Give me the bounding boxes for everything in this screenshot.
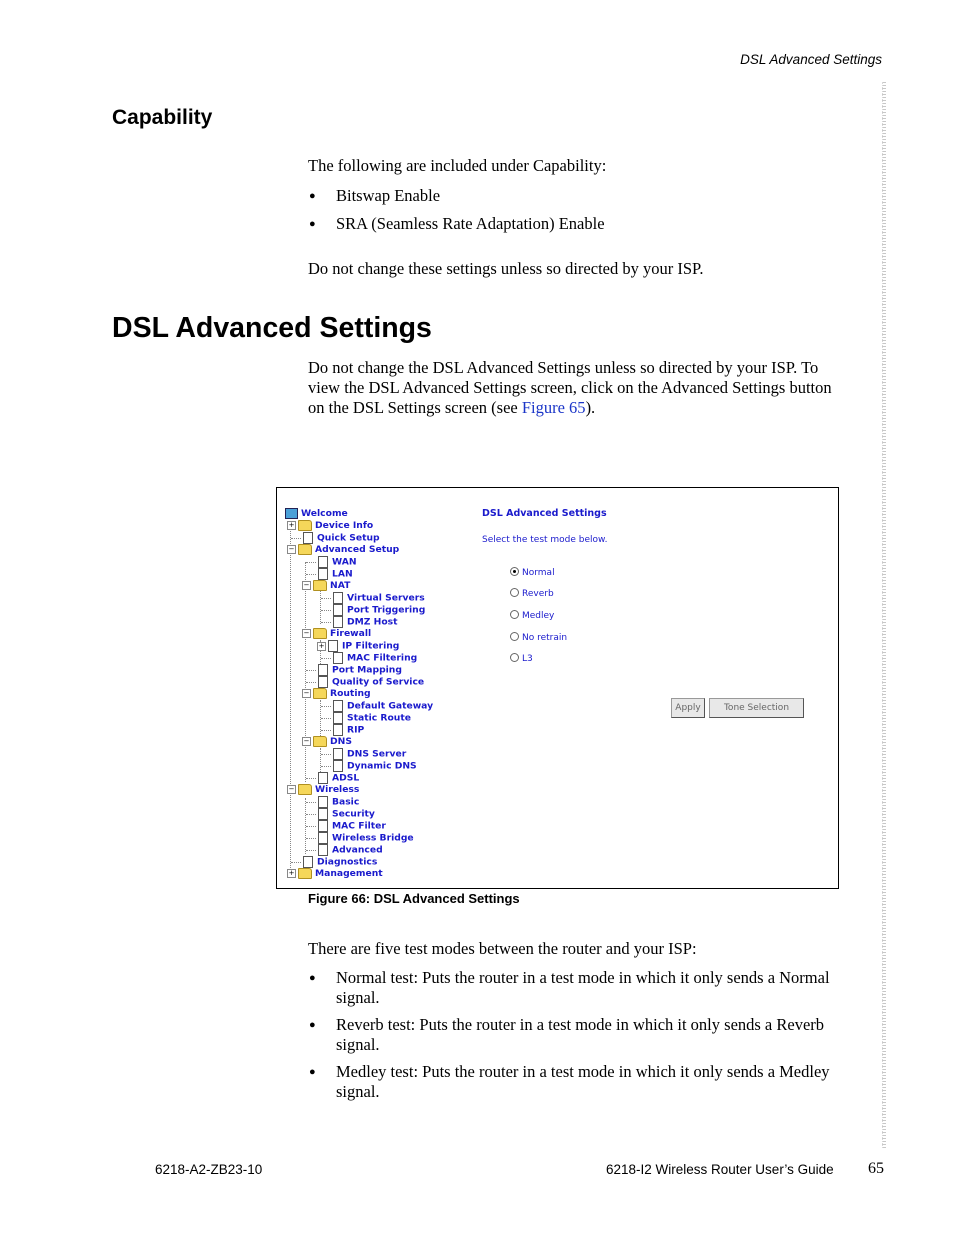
tree-item-label: Default Gateway <box>347 700 434 712</box>
tree-connector <box>321 610 331 611</box>
tree-item-dynamic-dns[interactable] <box>321 760 417 772</box>
capability-heading: Capability <box>112 106 213 129</box>
tree-item-port-mapping[interactable] <box>306 664 402 676</box>
tone-selection-button[interactable]: Tone Selection <box>709 698 804 718</box>
tree-item-mac-filtering[interactable] <box>321 652 417 664</box>
tree-connector <box>306 562 316 563</box>
folder-open-icon <box>313 628 327 639</box>
expand-plus-icon[interactable]: + <box>288 521 295 529</box>
radio-label: Medley <box>522 611 555 621</box>
radio-label: Reverb <box>522 589 554 599</box>
navigation-tree <box>277 488 477 888</box>
tree-item-label: Port Mapping <box>332 664 402 676</box>
tree-connector <box>306 670 316 671</box>
tree-item-dns-server[interactable] <box>321 748 406 760</box>
tree-item-basic[interactable] <box>306 796 359 808</box>
test-mode-bullet: Reverb test: Puts the router in a test mode in which it only sends a Reverb signal. <box>336 1015 825 1054</box>
tree-connector <box>306 778 316 779</box>
tree-item-label: WAN <box>332 556 357 568</box>
tree-item-static-route[interactable] <box>321 712 411 724</box>
tree-item-device-info[interactable] <box>287 520 373 532</box>
page-icon <box>318 772 328 784</box>
tree-connector <box>306 850 316 851</box>
collapse-minus-icon[interactable]: − <box>288 545 295 553</box>
tree-connector <box>306 682 316 683</box>
tree-item-label: Security <box>332 808 375 820</box>
test-mode-bullet: Medley test: Puts the router in a test mode in which it only sends a Medley signal. <box>336 1062 830 1101</box>
page-icon <box>318 808 328 820</box>
tree-item-label: Port Triggering <box>347 604 426 616</box>
folder-open-icon <box>313 580 327 591</box>
capability-bullet: Bitswap Enable <box>336 186 441 205</box>
tree-item-label: DMZ Host <box>347 616 398 628</box>
tree-item-label: Static Route <box>347 712 411 724</box>
tree-item-firewall[interactable] <box>302 628 371 640</box>
tree-item-label: MAC Filter <box>332 820 386 832</box>
tree-item-label: Routing <box>330 688 371 699</box>
test-mode-bullet: Normal test: Puts the router in a test mode in which it only sends a Normal signal. <box>336 968 830 1007</box>
figure-65-link[interactable]: Figure 65 <box>521 398 586 417</box>
folder-open-icon <box>313 688 327 699</box>
tree-item-label: Wireless Bridge <box>332 832 414 844</box>
tree-item-label: Management <box>315 868 383 879</box>
paragraph-text: Do not change the DSL Advanced Settings unless so directed by your ISP. To view the DSL Advanced Settings screen, click on the Advanced Settings button on the DSL Settings screen (see <box>308 358 832 417</box>
page-icon <box>318 556 328 568</box>
tree-connector <box>306 802 316 803</box>
tree-connector <box>321 622 331 623</box>
running-header: DSL Advanced Settings <box>740 52 882 67</box>
tree-connector <box>321 706 331 707</box>
page-icon <box>318 832 328 844</box>
dsl-advanced-settings-screenshot <box>276 487 839 889</box>
tree-item-routing[interactable] <box>302 688 371 700</box>
capability-bullet: SRA (Seamless Rate Adaptation) Enable <box>336 214 605 233</box>
tree-connector <box>291 538 301 539</box>
apply-button[interactable]: Apply <box>671 698 705 718</box>
tree-item-quality-of-service[interactable] <box>306 676 424 688</box>
tree-item-quick-setup[interactable] <box>291 532 380 544</box>
tree-item-label: Firewall <box>330 628 372 639</box>
tree-item-dns[interactable] <box>302 736 352 748</box>
tree-item-label: MAC Filtering <box>347 652 418 664</box>
page-number: 65 <box>868 1160 884 1177</box>
collapse-minus-icon[interactable]: − <box>303 737 310 745</box>
paragraph-text-end: ). <box>585 398 596 417</box>
tree-connector <box>306 838 316 839</box>
radio-label: Normal <box>522 568 555 578</box>
folder-icon <box>298 520 312 531</box>
capability-intro: The following are included under Capability: <box>308 156 607 175</box>
test-modes-intro: There are five test modes between the router and your ISP: <box>308 939 697 958</box>
tree-guide-line <box>290 526 291 876</box>
folder-open-icon <box>298 544 312 555</box>
tree-item-rip[interactable] <box>321 724 364 736</box>
radio-no-retrain[interactable] <box>510 632 567 644</box>
page-icon <box>318 676 328 688</box>
margin-dotted-rule <box>882 82 886 1148</box>
tree-item-adsl[interactable] <box>306 772 359 784</box>
figure-caption: Figure 66: DSL Advanced Settings <box>308 891 520 906</box>
tree-item-label: Basic <box>332 796 360 808</box>
panel-subtitle: Select the test mode below. <box>482 535 608 545</box>
collapse-minus-icon[interactable]: − <box>303 629 310 637</box>
collapse-minus-icon[interactable]: − <box>288 785 295 793</box>
radio-selected-icon[interactable] <box>510 567 519 576</box>
tree-item-wireless-bridge[interactable] <box>306 832 414 844</box>
tree-item-security[interactable] <box>306 808 375 820</box>
tree-item-advanced[interactable] <box>306 844 383 856</box>
radio-medley[interactable] <box>510 610 554 622</box>
tree-item-label: DNS <box>330 736 352 747</box>
capability-note: Do not change these settings unless so directed by your ISP. <box>308 259 704 278</box>
page-icon <box>303 856 313 868</box>
panel-title: DSL Advanced Settings <box>482 508 607 519</box>
page-icon <box>333 748 343 760</box>
page-icon <box>333 712 343 724</box>
tree-item-diagnostics[interactable] <box>291 856 377 868</box>
tree-item-wan[interactable] <box>306 556 357 568</box>
tree-item-virtual-servers[interactable] <box>321 592 425 604</box>
dsl-advanced-paragraph <box>308 358 848 418</box>
page-icon <box>328 640 338 652</box>
tree-connector <box>306 826 316 827</box>
tree-connector <box>321 754 331 755</box>
tree-item-welcome[interactable] <box>285 508 348 520</box>
tree-item-label: DNS Server <box>347 748 407 760</box>
radio-label: L3 <box>522 654 533 664</box>
bullet-icon: ● <box>309 218 316 230</box>
page-icon <box>303 532 313 544</box>
collapse-minus-icon[interactable]: − <box>303 689 310 697</box>
expand-plus-icon[interactable]: + <box>318 641 325 650</box>
bullet-icon: ● <box>309 190 316 202</box>
tree-item-label: Virtual Servers <box>347 592 425 604</box>
radio-l3[interactable] <box>510 653 533 665</box>
page-icon <box>333 724 343 736</box>
tree-item-label: RIP <box>347 724 365 736</box>
tree-item-mac-filter[interactable] <box>306 820 386 832</box>
tree-item-port-triggering[interactable] <box>321 604 425 616</box>
tree-item-label: NAT <box>330 580 351 591</box>
page-icon <box>333 652 343 664</box>
collapse-minus-icon[interactable]: − <box>303 581 310 589</box>
monitor-icon <box>285 508 298 519</box>
page-icon <box>318 820 328 832</box>
folder-icon <box>298 868 312 879</box>
tree-item-label: LAN <box>332 568 353 580</box>
radio-icon[interactable] <box>510 632 519 641</box>
bullet-icon: ● <box>309 972 316 984</box>
tree-connector <box>306 574 316 575</box>
tree-connector <box>321 658 331 659</box>
tree-item-label: Device Info <box>315 520 374 531</box>
bullet-icon: ● <box>309 1019 316 1031</box>
footer-doc-number: 6218-A2-ZB23-10 <box>155 1162 263 1177</box>
tree-item-label: Dynamic DNS <box>347 760 417 772</box>
radio-icon[interactable] <box>510 653 519 662</box>
tree-item-nat[interactable] <box>302 580 350 592</box>
tree-item-ip-filtering[interactable] <box>317 640 399 652</box>
folder-open-icon <box>298 784 312 795</box>
tree-item-label: Advanced Setup <box>315 544 400 555</box>
tree-connector <box>306 814 316 815</box>
tree-connector <box>321 718 331 719</box>
tree-connector <box>321 766 331 767</box>
page-icon <box>318 568 328 580</box>
page-icon <box>333 592 343 604</box>
tree-connector <box>321 730 331 731</box>
page-icon <box>333 616 343 628</box>
radio-reverb[interactable] <box>510 588 554 600</box>
page-icon <box>333 760 343 772</box>
page-icon <box>318 844 328 856</box>
expand-plus-icon[interactable]: + <box>288 869 295 877</box>
radio-normal[interactable] <box>510 567 555 579</box>
tree-item-label: Advanced <box>332 844 383 856</box>
tree-item-wireless[interactable] <box>287 784 359 796</box>
page-icon <box>333 604 343 616</box>
tree-item-label: IP Filtering <box>342 640 400 652</box>
tree-connector <box>321 598 331 599</box>
page-icon <box>318 664 328 676</box>
footer-guide-title: 6218-I2 Wireless Router User’s Guide <box>606 1162 834 1177</box>
tree-item-default-gateway[interactable] <box>321 700 433 712</box>
folder-open-icon <box>313 736 327 747</box>
tree-item-dmz-host[interactable] <box>321 616 398 628</box>
tree-connector <box>291 862 301 863</box>
tree-item-label: Quality of Service <box>332 676 425 688</box>
tree-item-label: Wireless <box>315 784 360 795</box>
tree-item-lan[interactable] <box>306 568 353 580</box>
tree-item-advanced-setup[interactable] <box>287 544 399 556</box>
page-icon <box>333 700 343 712</box>
tree-item-label: Welcome <box>301 508 348 519</box>
page-icon <box>318 796 328 808</box>
dsl-advanced-heading: DSL Advanced Settings <box>112 312 432 344</box>
tree-item-label: Diagnostics <box>317 856 378 868</box>
bullet-icon: ● <box>309 1066 316 1078</box>
radio-label: No retrain <box>522 633 568 643</box>
tree-item-label: ADSL <box>332 772 360 784</box>
tree-item-management[interactable] <box>287 868 383 880</box>
radio-icon[interactable] <box>510 610 519 619</box>
tree-item-label: Quick Setup <box>317 532 380 544</box>
radio-icon[interactable] <box>510 588 519 597</box>
